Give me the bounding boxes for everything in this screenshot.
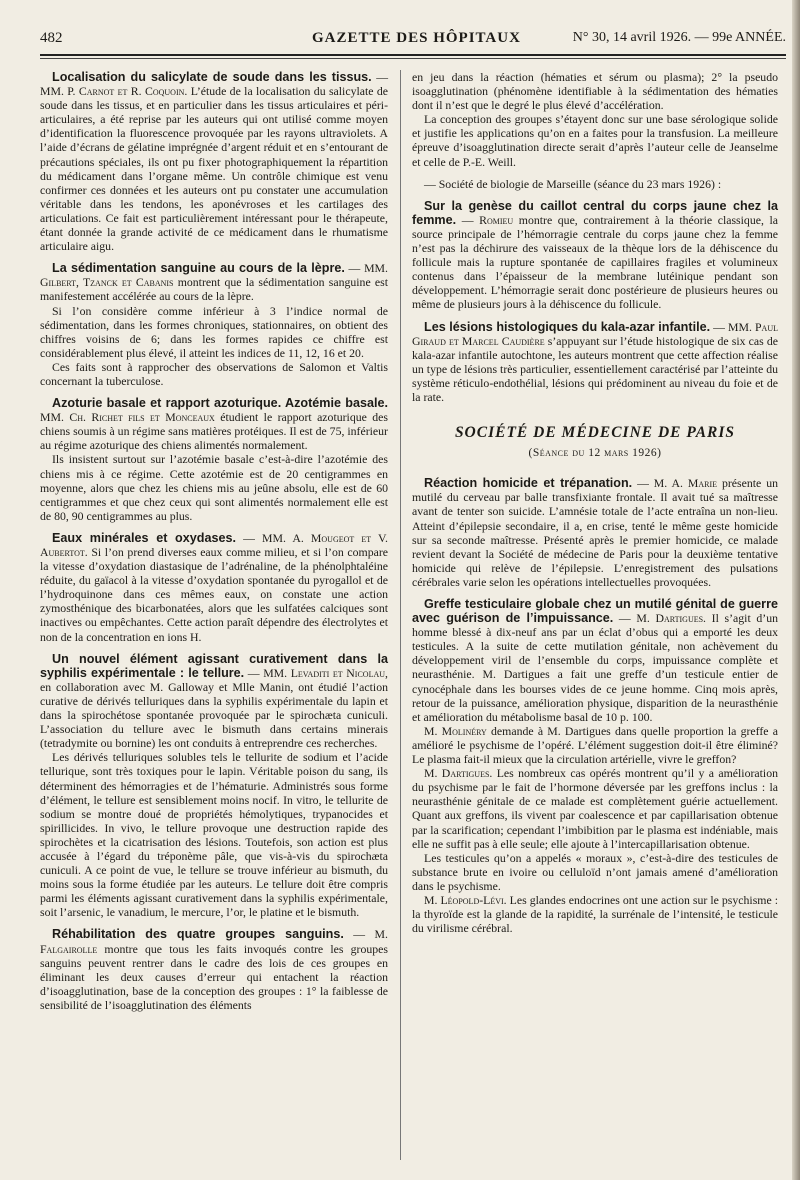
article-lepre: La sédimentation sanguine au cours de la lèpre. — MM. Gilbert, Tzanck et Cabanis montrent que la sédimentation sanguine est manifestement accélérée au cours de la lèpre.: [40, 261, 388, 304]
article-body: Il s’agit d’un homme blessé à dix-neuf ans par un éclat d’obus qui a emporté les deux testicules. A la suite de cette mutilation génitale, non achèvement du développement viril de l’ensemble du corps, impuissance complète et neurasthénie. M. Dartigues a fait une greffe d’un testicule entier de cynocéphale dans les bourses vides de ce jeune homme. Cinq mois après, retour de la puissance, amélioration physique, disparition de la neurasthénie et amélioration du métabolisme basal de 10 p. 100.: [412, 611, 778, 724]
paragraph: [412, 724, 778, 766]
article-authors: MM. P. Carnot et R. Coquoin.: [40, 84, 188, 99]
column-divider: [400, 70, 401, 1160]
paragraph: Ces faits sont à rapprocher des observations de Salomon et Valtis concernant la tuberculose.: [40, 359, 388, 388]
article-title: Réaction homicide et trépanation.: [424, 476, 633, 491]
society-note-marseille: — Société de biologie de Marseille (séance du 23 mars 1926) :: [424, 176, 722, 191]
article-title: Les lésions histologiques du kala-azar infantile.: [424, 319, 711, 334]
paragraph: [412, 766, 778, 851]
speaker-name: M. Molinéry: [424, 723, 487, 738]
article-authors: MM. Gilbert, Tzanck et Cabanis: [40, 261, 388, 290]
article-authors: Romieu: [479, 212, 514, 227]
article-authors: MM. A. Mougeot et V. Aubertot.: [40, 530, 388, 559]
article-greffe-testiculaire: Greffe testiculaire globale chez un mutilé génital de guerre avec guérison de l’impuissance. — M. Dartigues. Il s’agit d’un homme blessé à dix-neuf ans par un éclat d’obus qui a emporté les deux testicules. A la suite de cette mutilation génitale, non achèvement du développement viril de l’ensemble du corps, impuissance complète et neurasthénie. M. Dartigues a fait une greffe d’un testicule entier de cynocéphale dans les bourses vides de ce jeune homme. Cinq mois après, retour de la puissance, amélioration physique, disparition de la neurasthénie et amélioration du métabolisme basal de 10 p. 100.: [412, 597, 778, 724]
page-spine-edge: [792, 0, 800, 1180]
article-body: montrent que la sédimentation sanguine est manifestement accélérée au cours de la lèpre.: [40, 275, 388, 304]
paragraph-body: Les glandes endocrines ont une action sur le psychisme : la thyroïde est la glande de la rapidité, la surrénale de l’intensité, le testicule du virilisme cérébral.: [412, 892, 778, 936]
article-salicylate: Localisation du salicylate de soude dans les tissus. — MM. P. Carnot et R. Coquoin. L’étude de la localisation du salicylate de soude dans les tissus, et en particulier dans les tissus articulaires et péri-articulaires, a été reprise par les auteurs qui ont utilisé comme moyen d’identification la fluorescence provoquée par les rayons ultraviolets. A l’aide d’écrans de gélatine imprégnée d’argent réduit et en s’entourant de précautions spéciales, ils ont pu fixer photographiquement la répartition du médicament dans l’organe même. Un contrôle chimique est venu confirmer ces données et les auteurs ont pu constater une accumulation véritable dans les tendons, les aponévroses et les cartilages des articulations. Ce fait est particulièrement intéressant pour le thérapeute, étant donnée la grande activité de ce médicament dans le rhumatisme articulaire aigu.: [40, 70, 388, 254]
journal-title: GAZETTE DES HÔPITAUX: [312, 30, 521, 46]
article-kala-azar: Les lésions histologiques du kala-azar infantile. — MM. Paul Giraud et Marcel Caudière s’appuyant sur l’étude histologique de six cas de kala-azar infantile autochtone, les auteurs montrent que cette affection réalise un type de lésions très particulier, essentiellement caractérisé par l’atteinte du système réticulo-endothélial, lésions qui prédominent au niveau du foie et de la rate.: [412, 319, 778, 404]
paragraph-continued: en jeu dans la réaction (hématies et sérum ou plasma); 2° la pseudo isoagglutination (phénomène identifiable à la sédimentation des hématies dont il n’est que le degré le plus élevé d’accélération.: [412, 70, 778, 113]
article-title: Eaux minérales et oxydases.: [52, 530, 236, 545]
article-reaction-homicide: Réaction homicide et trépanation. — M. A. Marie présente un mutilé du cerveau par balle transfixiante frontale. Il avait tué sa maîtresse avant de tenter son suicide. L’amnésie totale de l’acte entraîna un non-lieu. Atteint d’épilepsie secondaire, il a, en crise, tenté le même geste homicide sur sa seconde maîtresse. Présenté après le premier homicide, ce malade revient devant la Société de médecine de Paris pour la deuxième tentative homicide qui relève de l’épilepsie. L’enregistrement des pulsations cérébrales varie selon les opérations intellectuelles provoquées.: [412, 476, 779, 589]
right-column: [412, 70, 778, 935]
article-body: montre que tous les faits invoqués contre les groupes sanguins peuvent rentrer dans le cadre des lois de ces groupes en éliminant les deux causes d’erreur qui entachent la réaction d’isoagglutination, base de la conception des groupes : 1° la faiblesse de sensibilité de l’isoagglutination des éléments: [40, 941, 388, 1012]
article-title: Réhabilitation des quatre groupes sanguins.: [52, 927, 344, 942]
paragraph: [412, 893, 778, 935]
article-body: Si l’on prend diverses eaux comme milieu, et si l’on compare la vitesse d’oxydation diastasique de l’adrénaline, de la phénolphtaléine réduite, du gaïacol à la vitesse d’oxydation spontanée du pyrogallol et de l’hydroquinone dans ces mêmes eaux, on constate une action zymosthénique des bicarbonatées, alors que les sulfatées calciques sont inactives ou empêchantes. Cette action paraît dépendre des électrolytes et non de la concentration en ions H.: [40, 545, 388, 644]
article-authors: MM. Ch. Richet fils et Monceaux: [40, 410, 215, 425]
society-heading: SOCIÉTÉ DE MÉDECINE DE PARIS: [454, 424, 736, 442]
paragraph-body: Les nombreux cas opérés montrent qu’il y a amélioration du psychisme par le fait de l’hormone déversée par les greffons inclus : la neurasthénie génitale de ce malade est complètement guérie actuellement. Quant aux greffons, ils vivent par coalescence et par capillarisation obtenue par la scarification; cependant l’imbibition par le plasma est indéniable, mais elle ne suffit pas à elle seule; elle ajoute à l’intercapillarisation obtenue.: [412, 766, 778, 851]
header-rule: [40, 54, 786, 56]
paragraph-body: demande à M. Dartigues dans quelle proportion la greffe a amélioré le psychisme de l’opéré. L’élément suggestion doit-il être éliminé? Le plasma fait-il mieux que la circulation artérielle, vivre le greffon?: [412, 723, 778, 767]
article-azoturie: [40, 396, 388, 452]
paragraph: La conception des groupes s’étayent donc sur une base sérologique solide et justifie les applications qu’on en a faites pour la transfusion. La meilleure épreuve d’isoagglutination directe serait d’après l’auteur celle de Jeanselme et celle de P.-E. Weill.: [412, 112, 778, 169]
article-authors: M. Falgairolle: [40, 927, 388, 956]
article-title: Un nouvel élément agissant curativement dans la syphilis expérimentale : le tellure.: [40, 651, 388, 680]
header-rule-thin: [40, 58, 786, 59]
article-groupes-sanguins: Réhabilitation des quatre groupes sanguins. — M. Falgairolle montre que tous les faits invoqués contre les groupes sanguins peuvent rentrer dans le cadre des lois de ces groupes en éliminant les deux causes d’erreur qui entachent la réaction d’isoagglutination, base de la conception des groupes : 1° la faiblesse de sensibilité de l’isoagglutination des éléments: [40, 927, 388, 1012]
article-title: Sur la genèse du caillot central du corps jaune chez la femme.: [412, 198, 778, 227]
issue-info: N° 30, 14 avril 1926. — 99e ANNÉE.: [572, 30, 786, 45]
article-body: montre que, contrairement à la théorie classique, la source principale de l’hémorragie centrale du corps jaune chez la femme n’est pas la déchirure des vaisseaux de la thèque lors de la déhiscence du follicule mais la rupture spontanée de capillaires fragiles et volumineux contenus dans l’épaisseur de la membrane lutéinique pendant son développement. L’hémorragie serait donc postérieure de plusieurs heures ou même de plusieurs jours à la déhiscence du follicule.: [412, 212, 779, 312]
article-tellure: Un nouvel élément agissant curativement dans la syphilis expérimentale : le tellure. — MM. Levaditi et Nicolau, en collaboration avec M. Galloway et Mlle Manin, ont étudié l’action curative de dérivés telluriques dans la syphilis expérimentale du lapin et dans la spirochétose spontanée provoquée par le spirochæta cuniculi. L’association du tellure avec le bismuth dans certains minerais (tetradymite ou bornine) les ont conduits à entreprendre ces recherches.: [40, 651, 388, 751]
article-body: L’étude de la localisation du salicylate de soude dans les tissus, et en particulier dans les tissus articulaires et péri-articulaires, a été reprise par les auteurs qui ont utilisé comme moyen d’identification la fluorescence provoquée par les rayons ultraviolets. A l’aide d’écrans de gélatine imprégnée d’argent réduit et en s’entourant de précautions spéciales, ils ont pu fixer photographiquement la répartition du médicament dans l’organe même. Un contrôle chimique est venu confirmer ces données et les auteurs ont pu constater une accumulation véritable dans les tendons, les aponévroses et les cartilages des articulations. Ce fait est particulièrement intéressant pour le thérapeute, étant donnée la grande activité de ce médicament dans le rhumatisme articulaire aigu.: [40, 84, 388, 254]
article-corps-jaune: Sur la genèse du caillot central du corps jaune chez la femme. — Romieu montre que, contrairement à la théorie classique, la source principale de l’hémorragie centrale du corps jaune chez la femme n’est pas la déchirure des vaisseaux de la thèque lors de la déhiscence du follicule mais la rupture spontanée de capillaires fragiles et volumineux contenus dans l’épaisseur de la membrane lutéinique pendant son développement. L’hémorragie serait donc postérieure de plusieurs heures ou même de plusieurs jours à la déhiscence du follicule.: [412, 198, 779, 312]
left-column: [40, 70, 388, 1012]
session-date: (Séance du 12 mars 1926): [528, 447, 662, 460]
article-title: Localisation du salicylate de soude dans les tissus.: [52, 70, 372, 84]
article-body: étudient le rapport azoturique des chiens soumis à un régime sans matières protéiques. Il est de 75, inférieur au régime azoturique des chiens alimentés normalement.: [40, 410, 389, 453]
page-number: 482: [40, 30, 63, 46]
paragraph: Les dérivés telluriques solubles tels le tellurite de sodium et l’acide tellurique, sont très toxiques pour le lapin. Véritable poison du sang, ils déterminent des hémorragies et de l’hématurie. Administrés sous forme d’élément, le tellure est sensiblement moins nocif. In vitro, le tellurite de sodium se montre doué de propriétés hémolytiques, trypanocides et spirillicides. In vivo, le tellure provoque une destruction rapide des spirochètes et la cicatrisation des lésions. Toutefois, son action est plus accusée à l’égard du tréponème pâle, que vis-à-vis du spirochæta cuniculi. A ce point de vue, le tellure se trouve inférieur au bismuth, du moins sous la forme étudiée par les auteurs. Le tellure doit être compris parmi les éléments agissant curativement dans la syphilis expérimentale, soit l’arsenic, le vanadium, le mercure, l’or, le platine et le bismuth.: [40, 750, 388, 920]
article-body: s’appuyant sur l’étude histologique de six cas de kala-azar infantile autochtone, les auteurs montrent que cette affection réalise un type de lésions très particulier, essentiellement caractérisé par l’atteinte du système réticulo-endothélial, lésions qui prédominent au niveau du foie et de la rate.: [412, 333, 778, 404]
article-authors: MM. Levaditi et Nicolau,: [263, 665, 388, 680]
article-body: en collaboration avec M. Galloway et Mlle Manin, ont étudié l’action curative de dérivés telluriques dans la syphilis expérimentale du lapin et dans la spirochétose spontanée provoquée par le spirochæta cuniculi. L’association du tellure avec le bismuth dans certains minerais (tetradymite ou bornine) les ont conduits à entreprendre ces recherches.: [40, 679, 388, 751]
paragraph: Si l’on considère comme inférieur à 3 l’indice normal de sédimentation, dans les formes chroniques, stationnaires, on obtient des chiffres voisins de 6; dans les formes rapides ce chiffre est considérablement plus élevé, il atteint les indices de 11, 12, 16 et 20.: [40, 303, 388, 360]
article-body: présente un mutilé du cerveau par balle transfixiante frontale. Il avait tué sa maîtresse avant de tenter son suicide. L’amnésie totale de l’acte entraîna un non-lieu. Atteint d’épilepsie secondaire, il a, en crise, tenté le même geste homicide sur sa seconde maîtresse. Présenté après le premier homicide, ce malade revient devant la Société de médecine de Paris pour la deuxième tentative homicide qui relève de l’épilepsie. L’enregistrement des pulsations cérébrales varie selon les opérations intellectuelles provoquées.: [412, 476, 779, 589]
article-title: Greffe testiculaire globale chez un mutilé génital de guerre avec guérison de l’impuissance.: [412, 597, 778, 626]
article-authors: M. A. Marie: [653, 476, 718, 491]
paragraph: Les testicules qu’on a appelés « moraux », c’est-à-dire des testicules de substance brute en ivoire ou celluloïd n’ont jamais amené d’amélioration dans le psychisme.: [412, 850, 778, 893]
article-title: Azoturie basale et rapport azoturique. Azotémie basale.: [52, 396, 388, 411]
article-eaux-minerales: Eaux minérales et oxydases. — MM. A. Mougeot et V. Aubertot. Si l’on prend diverses eaux comme milieu, et si l’on compare la vitesse d’oxydation diastasique de l’adrénaline, de la phénolphtaléine réduite, du gaïacol à la vitesse d’oxydation spontanée du pyrogallol et de l’hydroquinone dans ces mêmes eaux, on constate une action zymosthénique des bicarbonatées, alors que les sulfatées calciques sont inactives ou empêchantes. Cette action paraît dépendre des électrolytes et non de la concentration en ions H.: [40, 530, 388, 644]
running-header: [40, 30, 786, 52]
speaker-name: M. Léopold-Lévi.: [424, 892, 507, 907]
article-authors: MM. Paul Giraud et Marcel Caudière: [412, 319, 778, 348]
paragraph: Ils insistent surtout sur l’azotémie basale c’est-à-dire l’azotémie des chiens mis à ce régime. Cette azotémie est de 20 centigrammes en moyenne, alors que chez les chiens mis au jeûne absolu, elle est de 60 centigrammes et que chez ceux qui sont alimentés normalement elle est de 80, 90 centigrammes au plus.: [40, 452, 388, 523]
article-authors: M. Dartigues.: [636, 611, 707, 626]
article-title: La sédimentation sanguine au cours de la lèpre.: [52, 261, 345, 276]
speaker-name: M. Dartigues.: [424, 766, 493, 781]
